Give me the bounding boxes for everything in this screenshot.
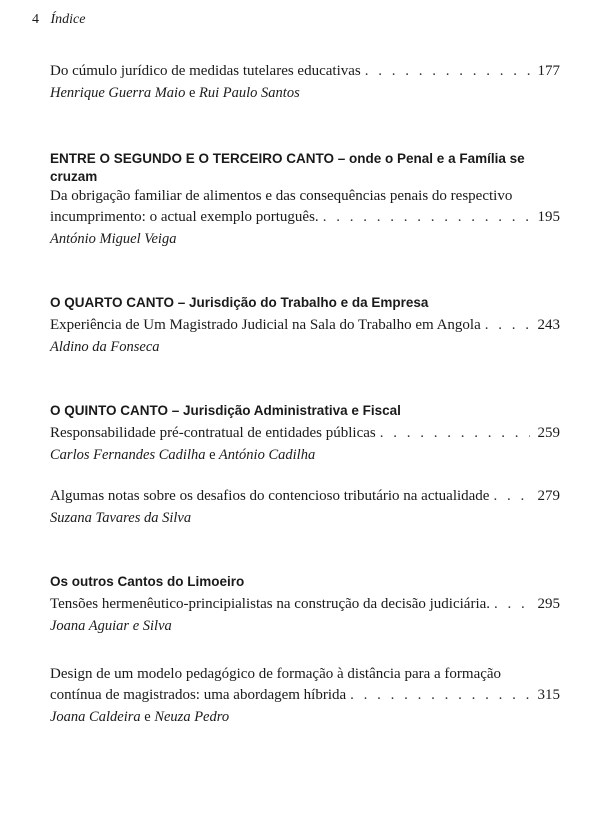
- section-heading: [50, 294, 540, 312]
- dot-leader: [380, 423, 530, 444]
- author-name: Neuza Pedro: [154, 709, 230, 725]
- section-lead: O QUARTO CANTO: [50, 295, 175, 310]
- section-heading: [50, 402, 540, 420]
- running-head: [32, 12, 85, 28]
- entry-page-number: 259: [537, 425, 560, 441]
- entry-title: Experiência de Um Magistrado Judicial na Sala do Trabalho em Angola: [50, 317, 481, 333]
- entry-title: Do cúmulo jurídico de medidas tutelares educativas: [50, 63, 361, 79]
- author-conjunction: e: [209, 447, 216, 463]
- entry-page-number: 243: [537, 317, 560, 333]
- section-subtitle: Jurisdição do Trabalho e da Empresa: [189, 295, 429, 310]
- entry-authors: [50, 707, 560, 728]
- entry-title-line: [50, 61, 560, 82]
- toc-entry[interactable]: [50, 315, 560, 358]
- toc-entry[interactable]: [50, 186, 560, 250]
- dot-leader: [494, 594, 530, 615]
- entry-title: contínua de magistrados: uma abordagem híbrida: [50, 687, 347, 703]
- entry-title: Algumas notas sobre os desafios do contencioso tributário na actualidade: [50, 488, 490, 504]
- toc-entry[interactable]: [50, 61, 560, 104]
- header-page-number: 4: [32, 12, 39, 27]
- section-lead: O QUINTO CANTO: [50, 403, 169, 418]
- entry-authors: [50, 83, 560, 104]
- author-name: António Miguel Veiga: [50, 231, 177, 247]
- section-subtitle: onde o Penal e a Família se cruzam: [50, 151, 525, 184]
- entry-title-line: [50, 315, 560, 336]
- section-lead: ENTRE O SEGUNDO E O TERCEIRO CANTO: [50, 151, 335, 166]
- entry-page-number: 177: [537, 63, 560, 79]
- author-name: Joana Aguiar e Silva: [50, 618, 172, 634]
- entry-title-line: [50, 594, 560, 615]
- entry-page-number: 295: [537, 596, 560, 612]
- author-name: Carlos Fernandes Cadilha: [50, 447, 206, 463]
- entry-authors: [50, 616, 560, 637]
- dot-leader: [365, 61, 530, 82]
- section-heading: [50, 573, 540, 591]
- toc-entry[interactable]: [50, 486, 560, 529]
- entry-authors: [50, 337, 560, 358]
- author-name: Henrique Guerra Maio: [50, 85, 186, 101]
- author-name: Suzana Tavares da Silva: [50, 510, 192, 526]
- entry-title: Responsabilidade pré-contratual de entidades públicas: [50, 425, 376, 441]
- author-conjunction: e: [144, 709, 151, 725]
- section-dash: –: [168, 403, 184, 418]
- author-name: Rui Paulo Santos: [199, 85, 300, 101]
- entry-page-number: 315: [537, 687, 560, 703]
- entry-title: incumprimento: o actual exemplo português.: [50, 209, 319, 225]
- entry-page-number: 279: [537, 488, 560, 504]
- section-lead: Os outros Cantos do Limoeiro: [50, 574, 245, 589]
- dot-leader: [493, 486, 530, 507]
- entry-title-line: Da obrigação familiar de alimentos e das consequências penais do respectivo: [50, 188, 513, 204]
- entry-title-line: [50, 207, 560, 228]
- dot-leader: [485, 315, 530, 336]
- toc-entry[interactable]: [50, 594, 560, 637]
- section-subtitle: Jurisdição Administrativa e Fiscal: [183, 403, 401, 418]
- section-dash: –: [334, 151, 350, 166]
- toc-entry[interactable]: [50, 664, 560, 728]
- entry-authors: [50, 508, 560, 529]
- entry-authors: [50, 229, 560, 250]
- entry-title-line: [50, 685, 560, 706]
- dot-leader: [323, 207, 530, 228]
- author-name: Joana Caldeira: [50, 709, 141, 725]
- author-name: Aldino da Fonseca: [50, 339, 160, 355]
- entry-page-number: 195: [537, 209, 560, 225]
- entry-title-line: [50, 486, 560, 507]
- entry-title: Tensões hermenêutico-principialistas na construção da decisão judiciária.: [50, 596, 491, 612]
- entry-title-line: [50, 423, 560, 444]
- entry-title-line: Design de um modelo pedagógico de formação à distância para a formação: [50, 666, 502, 682]
- header-title: Índice: [50, 12, 86, 27]
- section-dash: –: [174, 295, 190, 310]
- entry-authors: [50, 445, 560, 466]
- section-heading: [50, 150, 540, 186]
- author-conjunction: e: [188, 85, 196, 101]
- toc-entry[interactable]: [50, 423, 560, 466]
- dot-leader: [350, 685, 530, 706]
- author-name: António Cadilha: [218, 447, 316, 463]
